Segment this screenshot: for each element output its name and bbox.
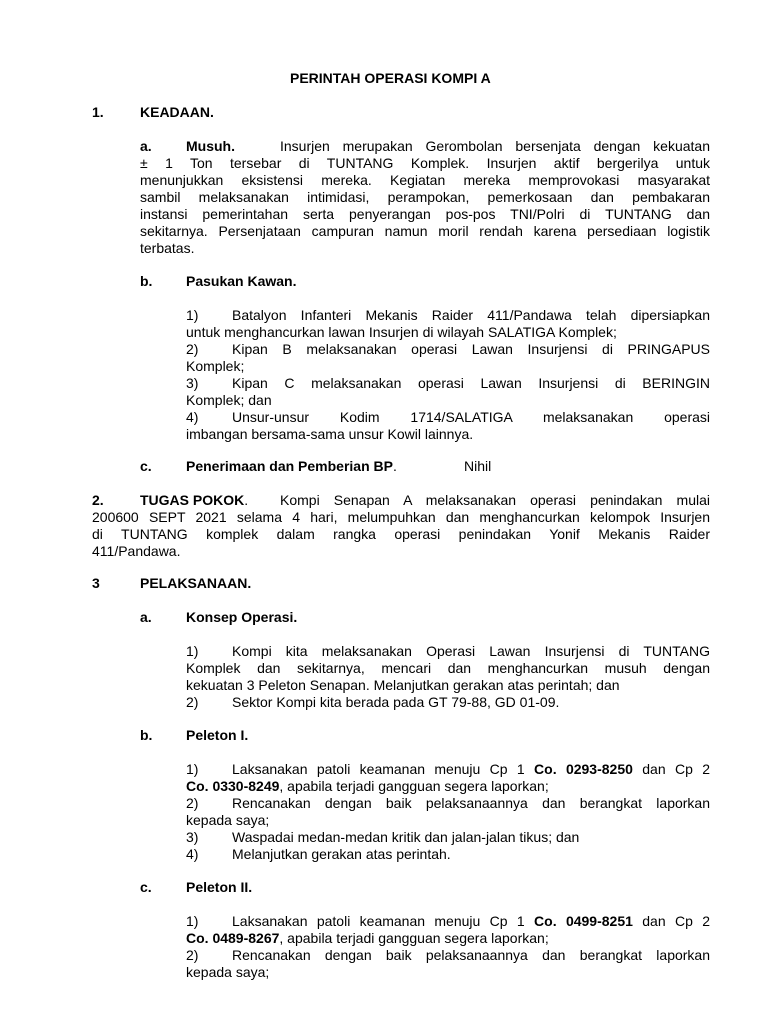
list-item-text: kekuatan 3 Peleton Senapan. Melanjutkan gerakan atas perintah; dan xyxy=(186,677,620,693)
list-item-text: Waspadai medan-medan kritik dan jalan-jalan tikus; dan xyxy=(232,829,580,845)
paragraph-line: 200600 SEPT 2021 selama 4 hari, melumpuhkan dan menghancurkan kelompok Insurjen xyxy=(92,509,710,525)
section-3-number: 3 xyxy=(92,575,100,591)
list-item-number: 4) xyxy=(186,409,199,425)
paragraph-line: sekitarnya. Persenjataan campuran namun moril rendah karena persediaan logistik xyxy=(140,223,710,239)
list-item-number: 2) xyxy=(186,341,199,357)
list-item-text: untuk menghancurkan lawan Insurjen di wilayah SALATIGA Komplek; xyxy=(186,324,617,340)
list-item-number: 2) xyxy=(186,694,199,710)
heading-period: . xyxy=(244,492,249,508)
paragraph-line: 411/Pandawa. xyxy=(92,543,181,559)
subsection-1c-heading-text: Penerimaan dan Pemberian BP xyxy=(186,458,393,474)
section-1-heading: KEADAAN. xyxy=(140,104,214,120)
list-item-number: 1) xyxy=(186,761,199,777)
document-title: PERINTAH OPERASI KOMPI A xyxy=(290,70,491,86)
subsection-1b-letter: b. xyxy=(140,273,153,289)
section-1-number: 1. xyxy=(92,104,104,120)
subsection-3b-heading: Peleton I. xyxy=(186,727,249,743)
section-2-heading-text: TUGAS POKOK xyxy=(140,492,245,508)
subsection-3b-letter: b. xyxy=(140,727,153,743)
list-item-number: 1) xyxy=(186,307,199,323)
subsection-1a-heading: Musuh. xyxy=(186,138,235,154)
list-item-number: 1) xyxy=(186,913,199,929)
coordinate-value: Co. 0293-8250 xyxy=(534,761,633,777)
coordinate-value: Co. 0499-8251 xyxy=(534,913,633,929)
list-item-text-part: Laksanakan patoli keamanan menuju Cp 1 xyxy=(232,913,535,929)
list-item-text: Komplek dan sekitarnya, mencari dan menghancurkan musuh dengan xyxy=(186,660,710,676)
list-item-text: Melanjutkan gerakan atas perintah. xyxy=(232,846,451,862)
list-item-number: 1) xyxy=(186,643,199,659)
list-item-text: Batalyon Infanteri Mekanis Raider 411/Pandawa telah dipersiapkan xyxy=(232,307,710,323)
subsection-1a-letter: a. xyxy=(140,138,152,154)
paragraph-line: ± 1 Ton tersebar di TUNTANG Komplek. Insurjen aktif bergerilya untuk xyxy=(140,155,710,171)
paragraph-line: instansi pemerintahan serta penyerangan pos-pos TNI/Polri di TUNTANG dan xyxy=(140,206,710,222)
section-2-heading xyxy=(140,492,248,509)
list-item-number: 3) xyxy=(186,375,199,391)
subsection-1b-heading: Pasukan Kawan. xyxy=(186,273,297,289)
section-2-number: 2. xyxy=(92,492,104,508)
list-item-text xyxy=(186,930,549,947)
paragraph-line: di TUNTANG komplek dalam rangka operasi penindakan Yonif Mekanis Raider xyxy=(92,526,710,542)
paragraph-line: Insurjen merupakan Gerombolan bersenjata dengan kekuatan xyxy=(280,138,710,154)
paragraph-line: terbatas. xyxy=(140,240,195,256)
list-item-text: kepada saya; xyxy=(186,812,270,828)
list-item-text xyxy=(186,778,549,795)
paragraph-line: sambil melaksanakan intimidasi, perampokan, pemerkosaan dan pembakaran xyxy=(140,189,710,205)
list-item-number: 3) xyxy=(186,829,199,845)
list-item-text: Kipan B melaksanakan operasi Lawan Insurjensi di PRINGAPUS xyxy=(232,341,710,357)
list-item-text xyxy=(232,913,710,930)
list-item-text: Komplek; xyxy=(186,358,245,374)
subsection-3a-letter: a. xyxy=(140,609,152,625)
subsection-1c-heading xyxy=(186,458,397,475)
list-item-text-part: , apabila terjadi gangguan segera laporkan; xyxy=(279,778,549,794)
section-3-heading: PELAKSANAAN. xyxy=(140,575,252,591)
list-item-text: Sektor Kompi kita berada pada GT 79-88, GD 01-09. xyxy=(232,694,560,710)
subsection-3a-heading: Konsep Operasi. xyxy=(186,609,298,625)
subsection-1c-letter: c. xyxy=(140,458,152,474)
list-item-text: Rencanakan dengan baik pelaksanaannya dan berangkat laporkan xyxy=(232,947,710,963)
list-item-text: kepada saya; xyxy=(186,964,270,980)
list-item-number: 2) xyxy=(186,795,199,811)
list-item-text: Kompi kita melaksanakan Operasi Lawan Insurjensi di TUNTANG xyxy=(232,643,710,659)
list-item-text: Komplek; dan xyxy=(186,392,272,408)
list-item-text: imbangan bersama-sama unsur Kowil lainnya. xyxy=(186,426,474,442)
list-item-text xyxy=(232,761,710,778)
list-item-number: 2) xyxy=(186,947,199,963)
coordinate-value: Co. 0489-8267 xyxy=(186,930,280,946)
list-item-number: 4) xyxy=(186,846,199,862)
list-item-text-part: , apabila terjadi gangguan segera laporkan; xyxy=(279,930,549,946)
list-item-text: Unsur-unsur Kodim 1714/SALATIGA melaksanakan operasi xyxy=(232,409,710,425)
subsection-3c-letter: c. xyxy=(140,879,152,895)
list-item-text: Rencanakan dengan baik pelaksanaannya dan berangkat laporkan xyxy=(232,795,710,811)
list-item-text-part: Laksanakan patoli keamanan menuju Cp 1 xyxy=(232,761,535,777)
coordinate-value: Co. 0330-8249 xyxy=(186,778,280,794)
paragraph-line: Kompi Senapan A melaksanakan operasi penindakan mulai xyxy=(280,492,710,508)
subsection-1c-value: Nihil xyxy=(464,458,492,474)
paragraph-line: menunjukkan eksistensi mereka. Kegiatan mereka memprovokasi masyarakat xyxy=(140,172,710,188)
list-item-text-part: dan Cp 2 xyxy=(632,761,710,777)
list-item-text-part: dan Cp 2 xyxy=(632,913,710,929)
list-item-text: Kipan C melaksanakan operasi Lawan Insurjensi di BERINGIN xyxy=(232,375,710,391)
subsection-3c-heading: Peleton II. xyxy=(186,879,253,895)
heading-period: . xyxy=(392,458,397,474)
